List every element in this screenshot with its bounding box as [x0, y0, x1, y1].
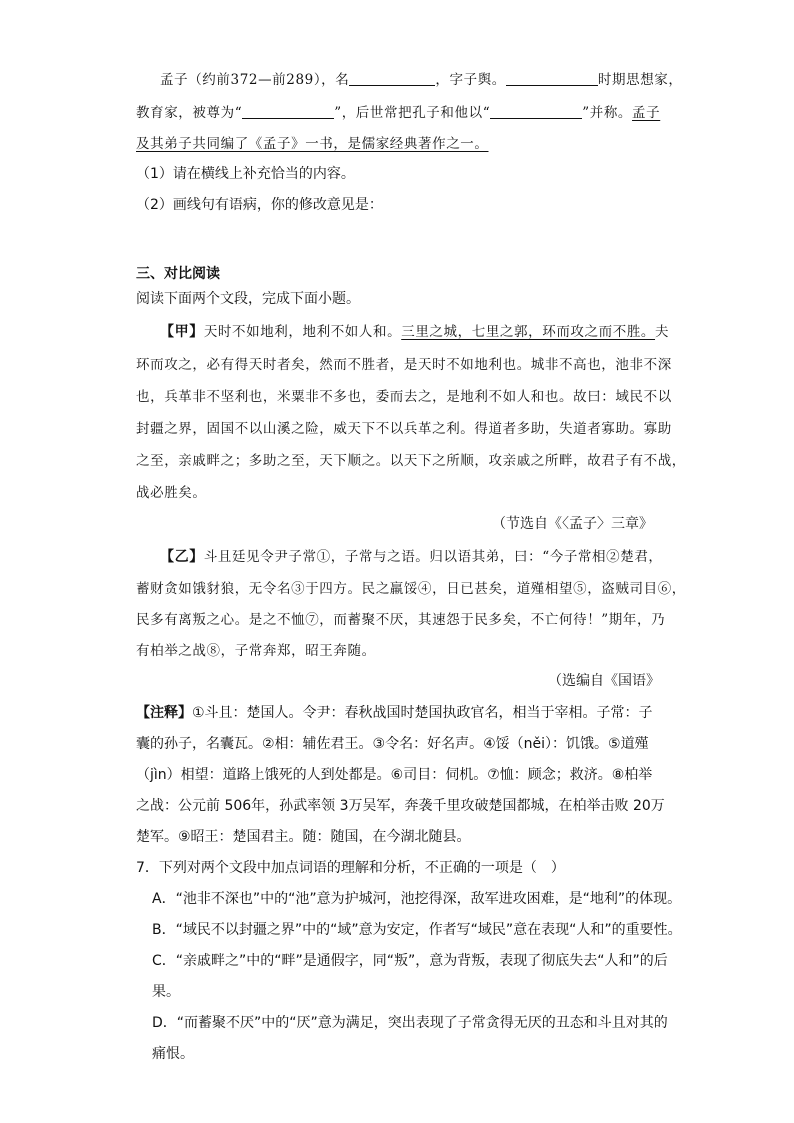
option-c-cont[interactable]: 果。: [152, 984, 180, 1000]
underlined-sentence: 及其弟子共同编了《孟子》一书，是儒家经典著作之一。: [136, 136, 489, 152]
notes-line-2: 囊的孙子，名囊瓦。②相：辅佐君王。③令名：好名声。④馁（něi）：饥饿。⑤道殣: [136, 736, 649, 752]
intro-text: ”，后世常把孔子和他以“: [334, 105, 491, 121]
option-d[interactable]: D．“而蓄聚不厌”中的“厌”意为满足，突出表现了子常贪得无厌的丑态和斗且对其的: [152, 1015, 668, 1031]
option-a[interactable]: A．“池非不深也”中的“池”意为护城河，池挖得深，敌军进攻困难，是“地利”的体现。: [152, 891, 682, 907]
jia-line-1: [160, 320, 669, 341]
yi-line-3: 民多有离叛之心。是之不恤⑦，而蓄聚不厌，其速怨于民多矣，不亡何待！”期年，乃: [136, 612, 666, 628]
blank-name[interactable]: [349, 71, 435, 86]
intro-line-3: [136, 132, 489, 152]
intro-text: 孟子（约前372—前289），名: [160, 72, 350, 88]
yi-line-2: 蓄财贪如饿豺狼，无令名③于四方。民之羸馁④，日已甚矣，道殣相望⑤，盗贼司目⑥，: [136, 581, 686, 597]
jia-line-6: 战必胜矣。: [136, 485, 207, 501]
passage-text: 斗且廷见令尹子常①，子常与之语。归以语其弟，曰：“今子常相②楚君，: [203, 549, 663, 565]
intro-text: 时期思想家，: [597, 72, 683, 88]
notes-line-4: 之战：公元前 506年，孙武率领 3万吴军，奔袭千里攻破楚国都城，在柏举击败 20万: [136, 798, 665, 814]
intro-line-2: [136, 101, 660, 121]
jia-line-2: 环而攻之，必有得天时者矣，然而不胜者，是天时不如地利也。城非不高也，池非不深: [136, 357, 672, 373]
blank-joint-title[interactable]: [490, 104, 582, 119]
question-7-stem: 7．下列对两个文段中加点词语的理解和分析，不正确的一项是（ ）: [136, 860, 565, 876]
jia-source: （节选自《〈孟子〉三章》: [492, 516, 653, 532]
blank-title[interactable]: [242, 104, 334, 119]
notes-line-5: 楚军。⑨昭王：楚国君主。随：随国，在今湖北随县。: [136, 829, 471, 845]
notes-line-3: （jìn）相望：道路上饿死的人到处都是。⑥司目：伺机。⑦恤：顾念；救济。⑧柏举: [136, 767, 653, 783]
blank-era[interactable]: [506, 71, 598, 86]
underlined-sentence: 三里之城，七里之郭，环而攻之而不胜。: [401, 324, 656, 340]
notes-line-1: [136, 702, 653, 722]
notes-label: 【注释】: [136, 705, 192, 721]
jia-line-4: 封疆之界，固国不以山溪之险，威天下不以兵革之利。得道者多助，失道者寡助。寡助: [136, 421, 672, 437]
yi-label: 【乙】: [160, 549, 204, 565]
intro-text: 教育家，被尊为“: [136, 105, 243, 121]
yi-line-4: 有柏举之战⑧，子常奔郑，昭王奔随。: [136, 643, 376, 659]
jia-line-3: 也，兵革非不坚利也，米粟非不多也，委而去之，是地利不如人和也。故曰：域民不以: [136, 389, 672, 405]
intro-line-1: [160, 68, 683, 88]
question-2: （2）画线句有语病，你的修改意见是：: [136, 197, 383, 213]
jia-label: 【甲】: [160, 324, 204, 340]
passage-text: 夫: [655, 324, 670, 340]
yi-source: （选编自《国语》: [548, 673, 660, 689]
jia-line-5: 之至，亲戚畔之；多助之至，天下顺之。以天下之所顺，攻亲戚之所畔，故君子有不战，: [136, 453, 686, 469]
section-instruction: 阅读下面两个文段，完成下面小题。: [136, 291, 360, 307]
intro-text: ，字子舆。: [435, 72, 506, 88]
underlined-sentence: 孟子: [632, 105, 661, 121]
option-b[interactable]: B．“域民不以封疆之界”中的“域”意为安定，作者写“域民”意在表现“人和”的重要性。: [152, 922, 682, 938]
question-1: （1）请在横线上补充恰当的内容。: [136, 166, 355, 182]
option-d-cont[interactable]: 痛恨。: [152, 1046, 194, 1062]
intro-text: ”并称。: [582, 105, 633, 121]
notes-text: ①斗且：楚国人。令尹：春秋战国时楚国执政官名，相当于宰相。子常：子: [192, 705, 653, 721]
section-title: 三、对比阅读: [136, 266, 220, 282]
option-c[interactable]: C．“亲戚畔之”中的“畔”是通假字，同“叛”，意为背叛，表现了彻底失去“人和”的后: [152, 953, 668, 969]
passage-text: 天时不如地利，地利不如人和。: [203, 324, 402, 340]
yi-line-1: [160, 545, 663, 566]
